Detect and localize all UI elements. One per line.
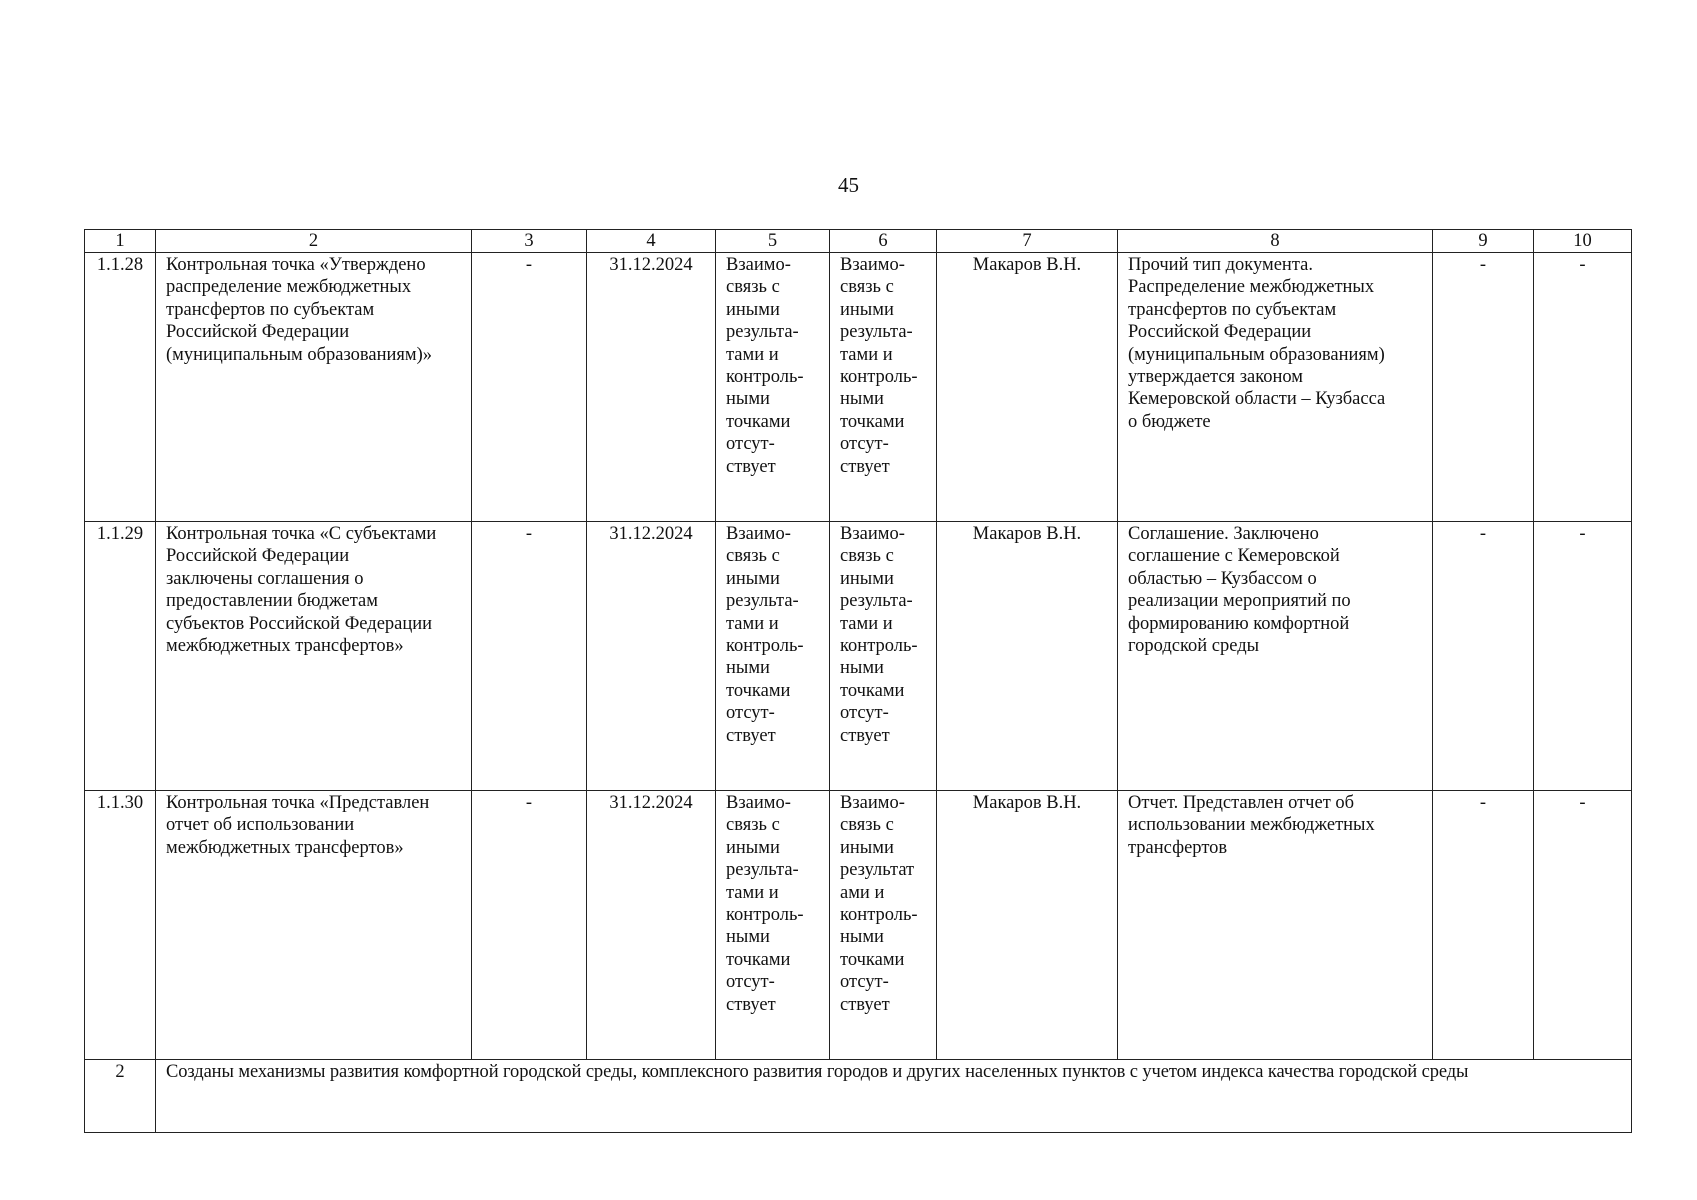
- col9-value: -: [1433, 253, 1534, 522]
- document-description: Прочий тип документа. Распределение межбюджетных трансфертов по субъектам Российской Федерации (муниципальным образованиям) утверждается законом Кемеровской области – Кузбасса о бюджете: [1118, 253, 1433, 522]
- col3-value: -: [472, 791, 587, 1060]
- column-number-row: [85, 230, 1632, 253]
- control-point-title: Контрольная точка «Представлен отчет об использовании межбюджетных трансфертов»: [156, 791, 472, 1060]
- responsible-person: Макаров В.Н.: [937, 791, 1118, 1060]
- relation-text-col6: Взаимо- связь с иными результа- тами и контроль- ными точками отсут- ствует: [830, 253, 937, 522]
- control-points-table: [84, 229, 1632, 1133]
- column-number: 1: [85, 230, 156, 253]
- page-number: 45: [838, 173, 859, 197]
- row-number: 1.1.28: [85, 253, 156, 522]
- col10-value: -: [1534, 522, 1632, 791]
- deadline-date: 31.12.2024: [587, 522, 716, 791]
- row-number: 1.1.30: [85, 791, 156, 1060]
- col9-value: -: [1433, 791, 1534, 1060]
- column-number: 4: [587, 230, 716, 253]
- relation-text-col5: Взаимо- связь с иными результа- тами и контроль- ными точками отсут- ствует: [716, 522, 830, 791]
- col10-value: -: [1534, 791, 1632, 1060]
- col3-value: -: [472, 253, 587, 522]
- column-number: 8: [1118, 230, 1433, 253]
- column-number: 3: [472, 230, 587, 253]
- control-point-title: Контрольная точка «Утверждено распределение межбюджетных трансфертов по субъектам Российской Федерации (муниципальным образованиям)»: [156, 253, 472, 522]
- deadline-date: 31.12.2024: [587, 791, 716, 1060]
- responsible-person: Макаров В.Н.: [937, 522, 1118, 791]
- responsible-person: Макаров В.Н.: [937, 253, 1118, 522]
- column-number: 7: [937, 230, 1118, 253]
- document-description: Соглашение. Заключено соглашение с Кемеровской областью – Кузбассом о реализации мероприятий по формированию комфортной городской среды: [1118, 522, 1433, 791]
- table-row: [85, 522, 1632, 791]
- col10-value: -: [1534, 253, 1632, 522]
- col9-value: -: [1433, 522, 1534, 791]
- column-number: 6: [830, 230, 937, 253]
- section-row: [85, 1060, 1632, 1133]
- column-number: 2: [156, 230, 472, 253]
- table-row: [85, 791, 1632, 1060]
- document-description: Отчет. Представлен отчет об использовании межбюджетных трансфертов: [1118, 791, 1433, 1060]
- row-number: 1.1.29: [85, 522, 156, 791]
- relation-text-col6: Взаимо- связь с иными результа- тами и контроль- ными точками отсут- ствует: [830, 522, 937, 791]
- relation-text-col5: Взаимо- связь с иными результа- тами и контроль- ными точками отсут- ствует: [716, 791, 830, 1060]
- control-point-title: Контрольная точка «С субъектами Российской Федерации заключены соглашения о предоставлении бюджетам субъектов Российской Федерации межбюджетных трансфертов»: [156, 522, 472, 791]
- section-number: 2: [85, 1060, 156, 1133]
- relation-text-col6: Взаимо- связь с иными результат ами и контроль- ными точками отсут- ствует: [830, 791, 937, 1060]
- column-number: 9: [1433, 230, 1534, 253]
- column-number: 5: [716, 230, 830, 253]
- table-row: [85, 253, 1632, 522]
- column-number: 10: [1534, 230, 1632, 253]
- section-result-text: Созданы механизмы развития комфортной городской среды, комплексного развития городов и других населенных пунктов с учетом индекса качества городской среды: [156, 1060, 1632, 1133]
- deadline-date: 31.12.2024: [587, 253, 716, 522]
- relation-text-col5: Взаимо- связь с иными результа- тами и контроль- ными точками отсут- ствует: [716, 253, 830, 522]
- col3-value: -: [472, 522, 587, 791]
